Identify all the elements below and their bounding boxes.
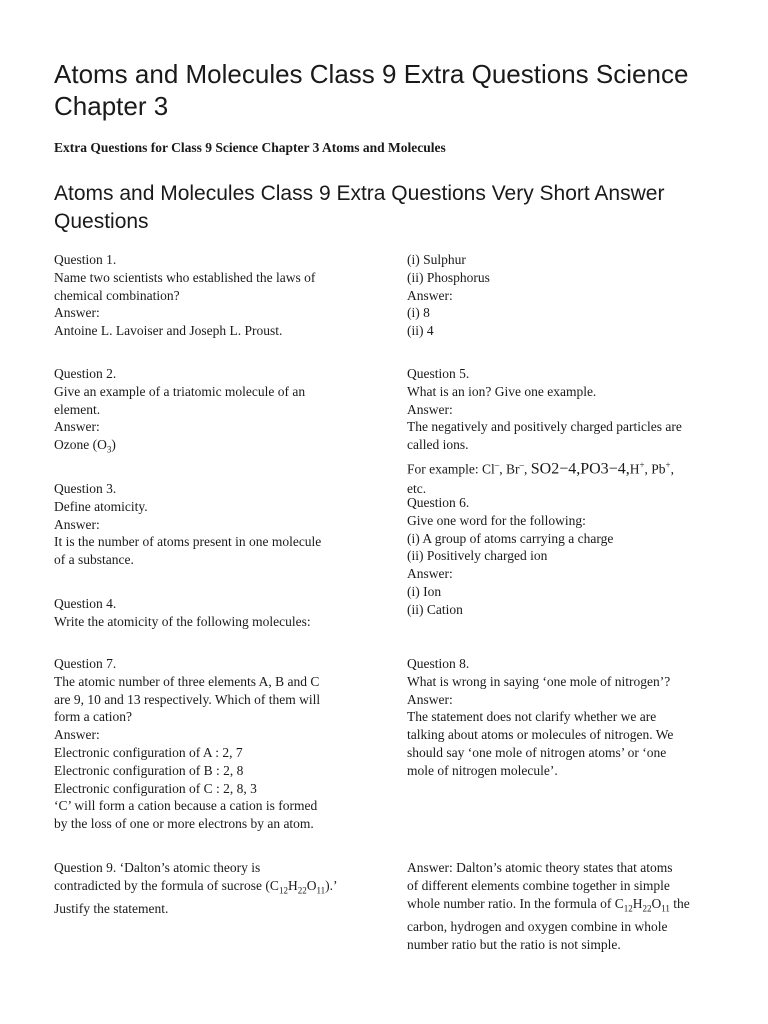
question-label: Question 1. (54, 252, 117, 267)
question-text: Give one word for the following: (407, 512, 586, 528)
question-text: The atomic number of three elements A, B and C (54, 673, 320, 689)
list-item: (ii) Phosphorus (407, 269, 490, 285)
question-text: Name two scientists who established the laws of (54, 269, 316, 285)
question-text: chemical combination? (54, 287, 180, 303)
answer-text: of different elements combine together in simple (407, 877, 670, 893)
question-2 (54, 365, 354, 460)
answer-text: (ii) 4 (407, 323, 434, 339)
ion-formula: SO2−4,PO3−4, (530, 460, 630, 478)
answer-text: by the loss of one or more electrons by an atom. (54, 816, 314, 832)
answer-text: ‘C’ will form a cation because a cation is formed (54, 798, 318, 814)
answer-text: Answer: Dalton’s atomic theory states that atoms (407, 860, 673, 875)
question-label: Question 5. (407, 366, 470, 381)
answer-label: Answer: (54, 419, 100, 435)
question-4-continued (407, 251, 719, 340)
answer-text: It is the number of atoms present in one molecule (54, 534, 322, 550)
answer-label: Answer: (407, 287, 453, 303)
question-text: Define atomicity. (54, 498, 148, 514)
answer-label: Answer: (407, 566, 453, 582)
question-label: Question 3. (54, 481, 117, 496)
list-item: (i) Sulphur (407, 252, 466, 267)
section-title: Atoms and Molecules Class 9 Extra Questions Very Short Answer Questions (54, 182, 665, 233)
question-text: Question 9. ‘Dalton’s atomic theory is (54, 860, 261, 875)
question-text: Write the atomicity of the following molecules: (54, 613, 311, 629)
answer-text: (ii) Cation (407, 601, 463, 617)
question-3 (54, 480, 354, 569)
question-label: Question 8. (407, 656, 470, 671)
question-text: form a cation? (54, 709, 132, 725)
answer-text: should say ‘one mole of nitrogen atoms’ or ‘one (407, 744, 667, 760)
answer-text: of a substance. (54, 552, 134, 568)
list-item: (ii) Positively charged ion (407, 548, 548, 564)
answer-text: The negatively and positively charged particles are (407, 419, 682, 435)
answer-text: whole number ratio. In the formula of $C_{12}H_{22}O_{11}$ the (407, 895, 690, 914)
example-line: For example: Cl–, Br–, SO2−4,PO3−4,H+, Pb+, (407, 459, 674, 478)
answer-text: The statement does not clarify whether we are (407, 709, 657, 725)
answer-label: Answer: (54, 516, 100, 532)
answer-text: called ions. (407, 437, 469, 453)
answer-label: Answer: (54, 727, 100, 743)
question-text: contradicted by the formula of sucrose $(C_{12}H_{22}O_{11})$.’ (54, 877, 338, 896)
question-label: Question 7. (54, 656, 117, 671)
answer-text: Ozone $(O_3)$ (54, 437, 116, 455)
question-text: are 9, 10 and 13 respectively. Which of them will (54, 691, 321, 707)
question-9-answer (407, 859, 719, 954)
question-5 (407, 365, 719, 498)
question-text: element. (54, 401, 101, 417)
answer-text: carbon, hydrogen and oxygen combine in whole (407, 919, 668, 935)
answer-label: Answer: (407, 401, 453, 417)
question-label: Question 2. (54, 366, 117, 381)
question-label: Question 4. (54, 596, 117, 611)
question-label: Question 6. (407, 495, 470, 510)
question-text: What is an ion? Give one example. (407, 383, 597, 399)
answer-text: etc. (407, 481, 427, 497)
answer-text: (i) Ion (407, 583, 442, 599)
answer-text: Antoine L. Lavoiser and Joseph L. Proust. (54, 323, 283, 339)
question-text: Justify the statement. (54, 901, 169, 917)
question-text: What is wrong in saying ‘one mole of nitrogen’? (407, 673, 671, 689)
answer-text: number ratio but the ratio is not simple. (407, 936, 621, 952)
question-1 (54, 251, 354, 340)
answer-text: Electronic configuration of B : 2, 8 (54, 762, 244, 778)
answer-text: mole of nitrogen molecule’. (407, 762, 558, 778)
question-7 (54, 655, 354, 833)
answer-label: Answer: (54, 305, 100, 321)
question-4 (54, 595, 354, 631)
answer-text: Electronic configuration of C : 2, 8, 3 (54, 780, 257, 796)
page-subtitle: Extra Questions for Class 9 Science Chapter 3 Atoms and Molecules (54, 140, 446, 155)
answer-text: (i) 8 (407, 305, 430, 321)
question-text: Give an example of a triatomic molecule of an (54, 383, 306, 399)
page-title: Atoms and Molecules Class 9 Extra Questions Science Chapter 3 (54, 59, 689, 121)
answer-label: Answer: (407, 691, 453, 707)
list-item: (i) A group of atoms carrying a charge (407, 530, 614, 546)
answer-text: talking about atoms or molecules of nitrogen. We (407, 727, 674, 743)
question-6 (407, 494, 719, 619)
question-8 (407, 655, 719, 780)
question-9 (54, 859, 354, 918)
answer-text: Electronic configuration of A : 2, 7 (54, 744, 243, 760)
